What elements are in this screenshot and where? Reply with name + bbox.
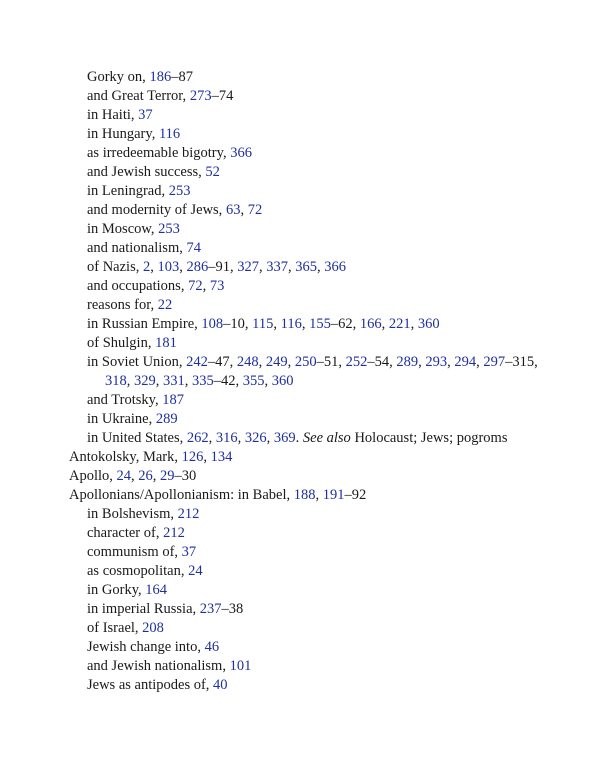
index-text: , bbox=[273, 316, 281, 332]
page-reference-link[interactable]: 181 bbox=[155, 335, 177, 351]
index-subentry bbox=[69, 277, 539, 296]
index-text: –10, bbox=[223, 316, 253, 332]
index-text: –87 bbox=[171, 69, 193, 85]
page-reference-link[interactable]: 134 bbox=[210, 449, 233, 465]
page-reference-link[interactable]: 294 bbox=[454, 354, 477, 370]
index-subentry bbox=[69, 144, 539, 163]
index-text: Jewish change into, bbox=[87, 639, 205, 655]
page-reference-link[interactable]: 273 bbox=[189, 88, 212, 104]
index-text: , bbox=[152, 468, 161, 484]
page-reference-link[interactable]: 289 bbox=[396, 354, 419, 370]
page-reference-link[interactable]: 316 bbox=[215, 430, 238, 446]
index-text: , bbox=[237, 430, 245, 446]
index-text: as cosmopolitan, bbox=[87, 563, 189, 579]
page-reference-link[interactable]: 103 bbox=[157, 259, 180, 275]
page-reference-link[interactable]: 253 bbox=[168, 183, 191, 199]
index-text: and Trotsky, bbox=[87, 392, 163, 408]
index-subentry bbox=[69, 524, 539, 543]
page-reference-link[interactable]: 212 bbox=[177, 506, 200, 522]
index-text: in imperial Russia, bbox=[87, 601, 200, 617]
index-text: of Israel, bbox=[87, 620, 143, 636]
page-reference-link[interactable]: 40 bbox=[213, 677, 228, 693]
page-reference-link[interactable]: 63 bbox=[225, 202, 241, 218]
index-text: –315, bbox=[505, 354, 538, 370]
cross-reference-text: See also bbox=[302, 430, 351, 446]
page-reference-link[interactable]: 212 bbox=[163, 525, 185, 541]
index-entry bbox=[69, 448, 539, 467]
index-text: reasons for, bbox=[87, 297, 158, 313]
index-subentry bbox=[69, 638, 539, 657]
page-reference-link[interactable]: 191 bbox=[322, 487, 345, 503]
page-reference-link[interactable]: 327 bbox=[237, 259, 259, 275]
index-text: in United States, bbox=[87, 430, 187, 446]
index-text: in Bolshevism, bbox=[87, 506, 178, 522]
index-text: , bbox=[381, 316, 389, 332]
index-subentry bbox=[69, 258, 539, 277]
index-text: , bbox=[150, 259, 158, 275]
index-subentry bbox=[69, 391, 539, 410]
page-reference-link[interactable]: 250 bbox=[294, 354, 317, 370]
page-reference-link[interactable]: 186 bbox=[149, 69, 172, 85]
page-reference-link[interactable]: 221 bbox=[388, 316, 411, 332]
index-text: Apollo, bbox=[69, 468, 117, 484]
index-text: , bbox=[287, 259, 296, 275]
index-text: and Jewish success, bbox=[87, 164, 206, 180]
page-reference-link[interactable]: 115 bbox=[252, 316, 274, 332]
index-text: Apollonians/Apollonianism: in Babel, bbox=[69, 487, 294, 503]
page-reference-link[interactable]: 116 bbox=[280, 316, 302, 332]
page-reference-link[interactable]: 297 bbox=[483, 354, 506, 370]
index-subentry bbox=[69, 296, 539, 315]
index-subentry bbox=[69, 505, 539, 524]
page-reference-link[interactable]: 26 bbox=[138, 468, 153, 484]
index-text: communism of, bbox=[87, 544, 182, 560]
page-reference-link[interactable]: 2 bbox=[142, 259, 151, 275]
page-reference-link[interactable]: 366 bbox=[230, 145, 252, 161]
index-text: –54, bbox=[367, 354, 397, 370]
page-reference-link[interactable]: 108 bbox=[201, 316, 224, 332]
index-text: and modernity of Jews, bbox=[87, 202, 226, 218]
index-text: . bbox=[295, 430, 303, 446]
page-reference-link[interactable]: 126 bbox=[181, 449, 204, 465]
index-subentry bbox=[69, 182, 539, 201]
index-text: , bbox=[126, 373, 134, 389]
page-reference-link[interactable]: 116 bbox=[158, 126, 181, 142]
index-subentry bbox=[69, 87, 539, 106]
page-reference-link[interactable]: 187 bbox=[162, 392, 184, 408]
page-reference-link[interactable]: 252 bbox=[345, 354, 368, 370]
page-reference-link[interactable]: 188 bbox=[293, 487, 316, 503]
index-subentry bbox=[69, 600, 539, 619]
index-text: , bbox=[202, 278, 210, 294]
index-text: , bbox=[316, 259, 325, 275]
page-reference-link[interactable]: 164 bbox=[145, 582, 168, 598]
index-text: in Gorky, bbox=[87, 582, 146, 598]
index-subentry bbox=[69, 68, 539, 87]
index-text: , bbox=[240, 202, 248, 218]
index-subentry bbox=[69, 163, 539, 182]
page-reference-link[interactable]: 289 bbox=[155, 411, 178, 427]
page-reference-link[interactable]: 293 bbox=[425, 354, 448, 370]
index-text: in Soviet Union, bbox=[87, 354, 187, 370]
page-reference-link[interactable]: 208 bbox=[142, 620, 164, 636]
index-text: , bbox=[410, 316, 418, 332]
index-text: –51, bbox=[316, 354, 346, 370]
page-reference-link[interactable]: 360 bbox=[271, 373, 294, 389]
page-reference-link[interactable]: 24 bbox=[116, 468, 132, 484]
page-reference-link[interactable]: 355 bbox=[242, 373, 265, 389]
index-subentry bbox=[69, 220, 539, 239]
index-text: Jews as antipodes of, bbox=[87, 677, 214, 693]
page-reference-link[interactable]: 366 bbox=[324, 259, 346, 275]
page-reference-link[interactable]: 101 bbox=[229, 658, 252, 674]
page-reference-link[interactable]: 326 bbox=[244, 430, 267, 446]
index-text: , bbox=[266, 430, 274, 446]
page-reference-link[interactable]: 262 bbox=[186, 430, 209, 446]
index-text: , bbox=[184, 373, 192, 389]
page-reference-link[interactable]: 37 bbox=[138, 107, 153, 123]
page-reference-link[interactable]: 73 bbox=[209, 278, 225, 294]
index-text: as irredeemable bigotry, bbox=[87, 145, 231, 161]
index-subentry bbox=[69, 334, 539, 353]
page-reference-link[interactable]: 249 bbox=[265, 354, 288, 370]
index-text: Holocaust; Jews; pogroms bbox=[350, 430, 508, 446]
index-text: , bbox=[258, 354, 266, 370]
index-text: , bbox=[155, 373, 163, 389]
index-subentry bbox=[69, 106, 539, 125]
index-subentry bbox=[69, 410, 539, 429]
page-reference-link[interactable]: 29 bbox=[160, 468, 175, 484]
index-text: in Ukraine, bbox=[87, 411, 156, 427]
page-reference-link[interactable]: 242 bbox=[186, 354, 208, 370]
page-reference-link[interactable]: 248 bbox=[236, 354, 259, 370]
index-text: –38 bbox=[221, 601, 244, 617]
index-text: , bbox=[179, 259, 187, 275]
index-text: , bbox=[447, 354, 455, 370]
index-text: , bbox=[476, 354, 484, 370]
index-subentry bbox=[69, 201, 539, 220]
index-text: , bbox=[258, 259, 267, 275]
page-reference-link[interactable]: 286 bbox=[186, 259, 209, 275]
index-text: and Great Terror, bbox=[87, 88, 190, 104]
index-text: , bbox=[203, 449, 211, 465]
index-subentry bbox=[69, 315, 539, 334]
index-text: –42, bbox=[213, 373, 243, 389]
index-text: in Hungary, bbox=[87, 126, 159, 142]
index-subentry bbox=[69, 543, 539, 562]
index-text: and nationalism, bbox=[87, 240, 187, 256]
index-text: in Moscow, bbox=[87, 221, 159, 237]
page-reference-link[interactable]: 155 bbox=[309, 316, 331, 332]
page-reference-link[interactable]: 52 bbox=[205, 164, 220, 180]
page-reference-link[interactable]: 37 bbox=[181, 544, 197, 560]
index-text: and Jewish nationalism, bbox=[87, 658, 230, 674]
page-reference-link[interactable]: 335 bbox=[192, 373, 214, 389]
page-reference-link[interactable]: 253 bbox=[158, 221, 180, 237]
index-subentry bbox=[69, 125, 539, 144]
index-subentry bbox=[69, 353, 539, 391]
page-reference-link[interactable]: 369 bbox=[273, 430, 296, 446]
index-entry bbox=[69, 486, 539, 505]
index-text: , bbox=[208, 430, 216, 446]
index-text: character of, bbox=[87, 525, 164, 541]
page-reference-link[interactable]: 72 bbox=[188, 278, 203, 294]
index-text: , bbox=[315, 487, 323, 503]
index-text: –62, bbox=[330, 316, 360, 332]
index-text: –91, bbox=[208, 259, 238, 275]
index-text: , bbox=[264, 373, 272, 389]
index-entry bbox=[69, 467, 539, 486]
page-reference-link[interactable]: 22 bbox=[157, 297, 173, 313]
index-text: in Leningrad, bbox=[87, 183, 169, 199]
index-text: of Nazis, bbox=[87, 259, 143, 275]
index-subentry bbox=[69, 429, 539, 448]
index-text: , bbox=[287, 354, 295, 370]
index-text: and occupations, bbox=[87, 278, 189, 294]
index-text: Gorky on, bbox=[87, 69, 150, 85]
page-reference-link[interactable]: 337 bbox=[266, 259, 288, 275]
index-text: in Haiti, bbox=[87, 107, 139, 123]
page-reference-link[interactable]: 360 bbox=[417, 316, 440, 332]
index-text: –30 bbox=[174, 468, 197, 484]
page-reference-link[interactable]: 331 bbox=[163, 373, 185, 389]
index-subentry bbox=[69, 239, 539, 258]
page-reference-link[interactable]: 72 bbox=[247, 202, 263, 218]
index-text: , bbox=[418, 354, 426, 370]
index-subentry bbox=[69, 619, 539, 638]
index-list bbox=[69, 68, 539, 695]
index-text: , bbox=[301, 316, 310, 332]
index-subentry bbox=[69, 676, 539, 695]
index-text: of Shulgin, bbox=[87, 335, 156, 351]
page-reference-link[interactable]: 318 bbox=[105, 373, 127, 389]
index-text: –74 bbox=[211, 88, 234, 104]
page-reference-link[interactable]: 24 bbox=[188, 563, 203, 579]
index-subentry bbox=[69, 657, 539, 676]
index-text: , bbox=[131, 468, 139, 484]
index-subentry bbox=[69, 562, 539, 581]
page-reference-link[interactable]: 365 bbox=[295, 259, 317, 275]
page-reference-link[interactable]: 237 bbox=[199, 601, 222, 617]
page-reference-link[interactable]: 46 bbox=[204, 639, 220, 655]
index-text: in Russian Empire, bbox=[87, 316, 202, 332]
index-subentry bbox=[69, 581, 539, 600]
index-text: –92 bbox=[344, 487, 367, 503]
page-reference-link[interactable]: 166 bbox=[359, 316, 382, 332]
index-text: Antokolsky, Mark, bbox=[69, 449, 182, 465]
page-reference-link[interactable]: 74 bbox=[186, 240, 201, 256]
index-text: –47, bbox=[207, 354, 237, 370]
page-reference-link[interactable]: 329 bbox=[134, 373, 156, 389]
